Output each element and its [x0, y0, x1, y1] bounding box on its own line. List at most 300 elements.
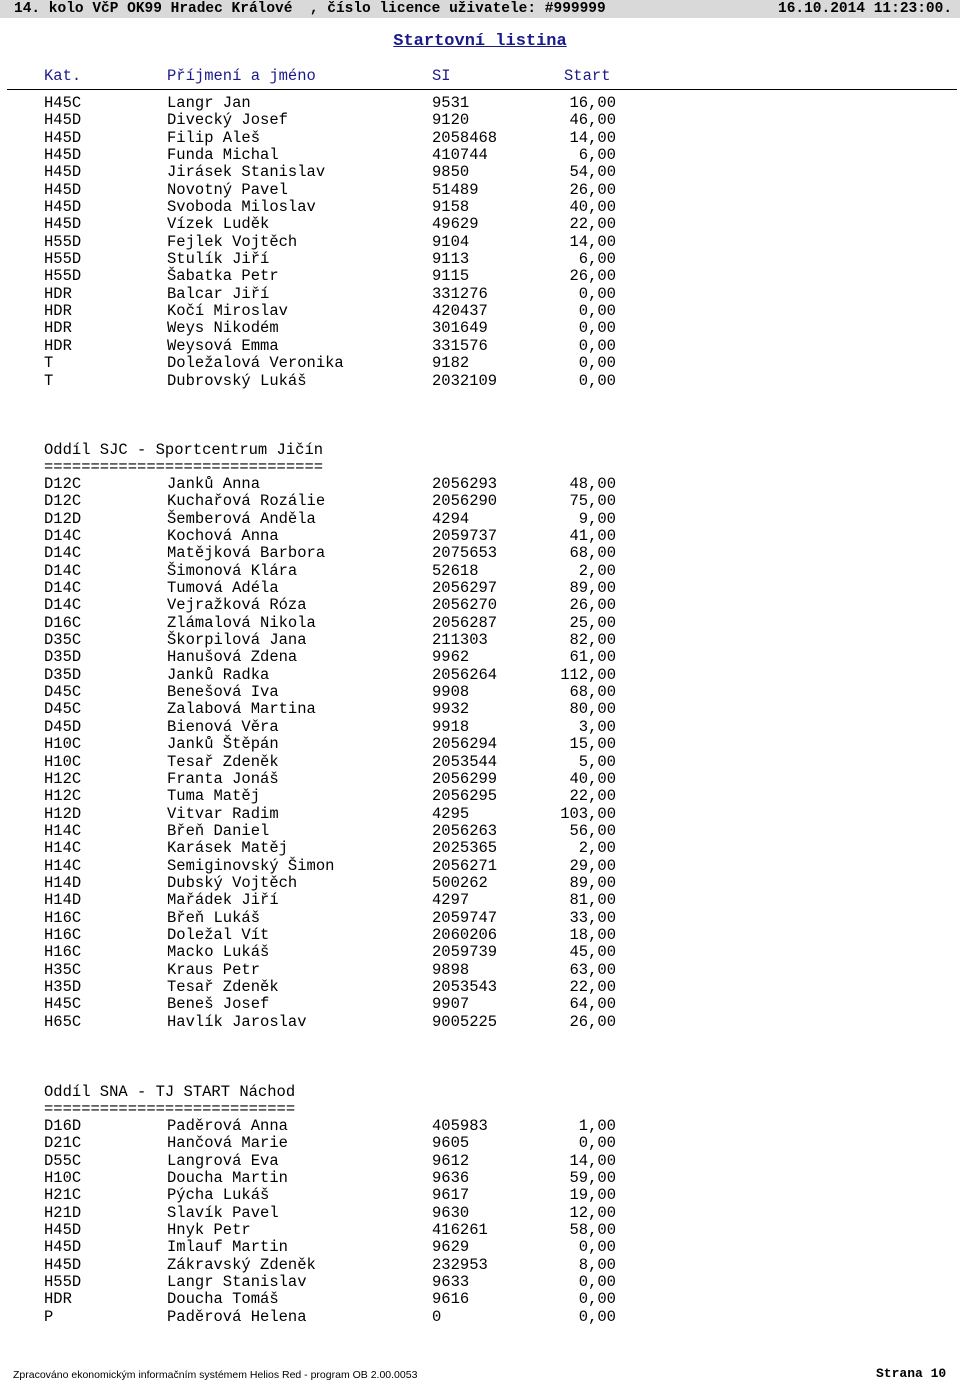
- name-cell: Tuma Matěj: [167, 787, 261, 806]
- name-cell: Doležalová Veronika: [167, 354, 344, 373]
- category-cell: H10C: [44, 735, 82, 754]
- si-cell: 232953: [432, 1255, 488, 1274]
- table-row: [0, 1153, 960, 1170]
- si-cell: 2058468: [432, 128, 498, 147]
- start-cell: 112,00: [560, 665, 616, 684]
- name-cell: Divecký Josef: [167, 111, 288, 130]
- column-headers: [0, 66, 960, 86]
- table-row: [0, 649, 960, 666]
- table-row: [0, 1205, 960, 1222]
- start-cell: 40,00: [569, 769, 616, 788]
- si-cell: 2056299: [432, 769, 498, 788]
- table-row: [0, 771, 960, 788]
- category-cell: H21D: [44, 1203, 82, 1222]
- si-cell: 9898: [432, 960, 470, 979]
- header-datetime: 16.10.2014 11:23:00.: [778, 1, 953, 17]
- si-cell: 2075653: [432, 544, 498, 563]
- start-cell: 41,00: [569, 527, 616, 546]
- start-cell: 68,00: [569, 544, 616, 563]
- si-cell: 2053543: [432, 977, 498, 996]
- category-cell: H45D: [44, 128, 82, 147]
- name-cell: Langr Jan: [167, 94, 251, 112]
- section-title-sna: Oddíl SNA - TJ START Náchod: [44, 1083, 296, 1101]
- table-row: [0, 476, 960, 493]
- category-cell: D35C: [44, 631, 82, 650]
- si-cell: 331576: [432, 336, 488, 355]
- start-cell: 0,00: [578, 354, 616, 373]
- table-row: [0, 199, 960, 216]
- si-cell: 9918: [432, 717, 470, 736]
- category-cell: H12D: [44, 804, 82, 823]
- si-cell: 9104: [432, 232, 470, 251]
- name-cell: Paděrová Anna: [167, 1117, 288, 1135]
- name-cell: Zalabová Martina: [167, 700, 316, 719]
- start-cell: 89,00: [569, 873, 616, 892]
- si-cell: 211303: [432, 631, 488, 650]
- si-cell: 9158: [432, 198, 470, 217]
- table-row: [0, 1187, 960, 1204]
- start-cell: 89,00: [569, 579, 616, 598]
- table-row: [0, 719, 960, 736]
- start-cell: 0,00: [578, 336, 616, 355]
- category-cell: H45D: [44, 146, 82, 165]
- table-row: [0, 667, 960, 684]
- name-cell: Karásek Matěj: [167, 839, 288, 858]
- table-row: [0, 268, 960, 285]
- start-cell: 82,00: [569, 631, 616, 650]
- category-cell: H45D: [44, 111, 82, 130]
- si-cell: 2056271: [432, 856, 498, 875]
- si-cell: 9629: [432, 1238, 470, 1257]
- table-row: [0, 597, 960, 614]
- start-cell: 0,00: [578, 1307, 616, 1326]
- si-cell: 301649: [432, 319, 488, 338]
- name-cell: Doležal Vít: [167, 925, 270, 944]
- category-cell: H14D: [44, 873, 82, 892]
- si-cell: 52618: [432, 561, 479, 580]
- table-row: [0, 1135, 960, 1152]
- name-cell: Fejlek Vojtěch: [167, 232, 298, 251]
- category-cell: D45C: [44, 700, 82, 719]
- table-row: [0, 996, 960, 1013]
- page-number: Strana 10: [876, 1366, 947, 1381]
- category-cell: H12C: [44, 769, 82, 788]
- start-cell: 14,00: [569, 128, 616, 147]
- start-cell: 0,00: [578, 1290, 616, 1309]
- category-cell: H45D: [44, 1238, 82, 1257]
- start-cell: 80,00: [569, 700, 616, 719]
- table-row: [0, 493, 960, 510]
- table-row: [0, 182, 960, 199]
- si-cell: 2059737: [432, 527, 498, 546]
- name-cell: Bienová Věra: [167, 717, 279, 736]
- table-row: [0, 823, 960, 840]
- start-cell: 26,00: [569, 1012, 616, 1031]
- category-cell: D21C: [44, 1134, 82, 1153]
- category-cell: H45D: [44, 215, 82, 234]
- si-cell: 9636: [432, 1169, 470, 1188]
- name-cell: Vejražková Róza: [167, 596, 307, 615]
- start-cell: 26,00: [569, 180, 616, 199]
- table-row: [0, 1257, 960, 1274]
- category-cell: HDR: [44, 336, 72, 355]
- name-cell: Balcar Jiří: [167, 284, 270, 303]
- category-cell: T: [44, 354, 54, 373]
- table-row: [0, 164, 960, 181]
- name-cell: Janků Štěpán: [167, 735, 279, 754]
- si-cell: 405983: [432, 1117, 488, 1135]
- category-cell: D16C: [44, 613, 82, 632]
- start-cell: 14,00: [569, 1151, 616, 1170]
- table-row: [0, 875, 960, 892]
- category-cell: P: [44, 1307, 54, 1326]
- si-cell: 410744: [432, 146, 488, 165]
- table-row: [0, 979, 960, 996]
- table-row: [0, 338, 960, 355]
- category-cell: D12C: [44, 475, 82, 493]
- si-cell: 9617: [432, 1186, 470, 1205]
- start-cell: 46,00: [569, 111, 616, 130]
- start-cell: 48,00: [569, 475, 616, 493]
- si-cell: 2056263: [432, 821, 498, 840]
- category-cell: H45D: [44, 1221, 82, 1240]
- table-row: [0, 754, 960, 771]
- table-row: [0, 736, 960, 753]
- table-row: [0, 788, 960, 805]
- si-cell: 9616: [432, 1290, 470, 1309]
- start-cell: 22,00: [569, 977, 616, 996]
- table-row: [0, 1014, 960, 1031]
- name-cell: Kochová Anna: [167, 527, 279, 546]
- si-cell: 9120: [432, 111, 470, 130]
- table-row: [0, 511, 960, 528]
- category-cell: D14C: [44, 561, 82, 580]
- name-cell: Břeň Daniel: [167, 821, 270, 840]
- table-row: [0, 632, 960, 649]
- table-row: [0, 130, 960, 147]
- name-cell: Kuchařová Rozálie: [167, 492, 326, 511]
- category-cell: HDR: [44, 302, 72, 321]
- name-cell: Franta Jonáš: [167, 769, 279, 788]
- start-cell: 58,00: [569, 1221, 616, 1240]
- category-cell: H45D: [44, 180, 82, 199]
- table-row: [0, 1118, 960, 1135]
- footer-system-note: Zpracováno ekonomickým informačním systémem Helios Red - program OB 2.00.0053: [13, 1369, 418, 1381]
- start-cell: 15,00: [569, 735, 616, 754]
- section-title-sjc: Oddíl SJC - Sportcentrum Jičín: [44, 441, 324, 459]
- category-cell: H35C: [44, 960, 82, 979]
- table-row: [0, 1309, 960, 1326]
- si-cell: 9605: [432, 1134, 470, 1153]
- si-cell: 2056290: [432, 492, 498, 511]
- table-row: [0, 563, 960, 580]
- category-cell: H65C: [44, 1012, 82, 1031]
- category-cell: H55D: [44, 232, 82, 251]
- start-cell: 75,00: [569, 492, 616, 511]
- column-header-name: Příjmení a jméno: [167, 67, 316, 85]
- category-cell: D14C: [44, 579, 82, 598]
- name-cell: Janků Radka: [167, 665, 270, 684]
- category-cell: D12D: [44, 509, 82, 528]
- si-cell: 9612: [432, 1151, 470, 1170]
- si-cell: 9113: [432, 250, 470, 269]
- category-cell: D55C: [44, 1151, 82, 1170]
- name-cell: Matějková Barbora: [167, 544, 326, 563]
- si-cell: 9633: [432, 1273, 470, 1292]
- category-cell: H14C: [44, 839, 82, 858]
- si-cell: 51489: [432, 180, 479, 199]
- category-cell: HDR: [44, 319, 72, 338]
- name-cell: Slavík Pavel: [167, 1203, 279, 1222]
- name-cell: Beneš Josef: [167, 995, 270, 1014]
- name-cell: Dubrovský Lukáš: [167, 371, 307, 390]
- category-cell: H45C: [44, 94, 82, 112]
- table-row: [0, 580, 960, 597]
- start-cell: 0,00: [578, 1273, 616, 1292]
- si-cell: 4295: [432, 804, 470, 823]
- name-cell: Janků Anna: [167, 475, 261, 493]
- si-cell: 4294: [432, 509, 470, 528]
- table-row: [0, 1291, 960, 1308]
- name-cell: Tumová Adéla: [167, 579, 279, 598]
- table-row: [0, 927, 960, 944]
- name-cell: Tesař Zdeněk: [167, 977, 279, 996]
- header-event-info: 14. kolo VčP OK99 Hradec Králové , číslo licence uživatele: #999999: [14, 1, 606, 17]
- name-cell: Paděrová Helena: [167, 1307, 307, 1326]
- category-cell: H45D: [44, 163, 82, 182]
- name-cell: Břeň Lukáš: [167, 908, 261, 927]
- si-cell: 2056297: [432, 579, 498, 598]
- name-cell: Kočí Miroslav: [167, 302, 288, 321]
- start-cell: 18,00: [569, 925, 616, 944]
- start-cell: 25,00: [569, 613, 616, 632]
- start-cell: 40,00: [569, 198, 616, 217]
- table-row: [0, 251, 960, 268]
- name-cell: Semiginovský Šimon: [167, 856, 335, 875]
- page-title: Startovní listina: [393, 32, 567, 51]
- table-row: [0, 373, 960, 390]
- table-row: [0, 684, 960, 701]
- start-cell: 0,00: [578, 1134, 616, 1153]
- table-row: [0, 320, 960, 337]
- start-cell: 16,00: [569, 94, 616, 112]
- si-cell: 2032109: [432, 371, 498, 390]
- table-row: [0, 615, 960, 632]
- name-cell: Šimonová Klára: [167, 561, 298, 580]
- start-cell: 14,00: [569, 232, 616, 251]
- name-cell: Langr Stanislav: [167, 1273, 307, 1292]
- start-cell: 2,00: [578, 561, 616, 580]
- start-cell: 1,00: [578, 1117, 616, 1135]
- name-cell: Škorpilová Jana: [167, 631, 307, 650]
- start-cell: 0,00: [578, 302, 616, 321]
- section-underline: ===========================: [44, 1100, 296, 1118]
- name-cell: Kraus Petr: [167, 960, 261, 979]
- table-row: [0, 216, 960, 233]
- si-cell: 416261: [432, 1221, 488, 1240]
- si-cell: 9005225: [432, 1012, 498, 1031]
- table-row: [0, 892, 960, 909]
- category-cell: H10C: [44, 752, 82, 771]
- name-cell: Imlauf Martin: [167, 1238, 288, 1257]
- si-cell: 9932: [432, 700, 470, 719]
- category-cell: H45D: [44, 1255, 82, 1274]
- start-cell: 54,00: [569, 163, 616, 182]
- table-row: [0, 910, 960, 927]
- si-cell: 2025365: [432, 839, 498, 858]
- category-cell: H14C: [44, 821, 82, 840]
- name-cell: Weys Nikodém: [167, 319, 279, 338]
- category-cell: HDR: [44, 1290, 72, 1309]
- start-cell: 2,00: [578, 839, 616, 858]
- category-cell: D35D: [44, 648, 82, 667]
- section-underline: ==============================: [44, 458, 324, 476]
- column-header-si: SI: [432, 67, 451, 85]
- start-cell: 5,00: [578, 752, 616, 771]
- name-cell: Šemberová Anděla: [167, 509, 316, 528]
- name-cell: Tesař Zdeněk: [167, 752, 279, 771]
- start-cell: 56,00: [569, 821, 616, 840]
- start-cell: 6,00: [578, 250, 616, 269]
- start-cell: 59,00: [569, 1169, 616, 1188]
- category-cell: H16C: [44, 943, 82, 962]
- name-cell: Doucha Martin: [167, 1169, 288, 1188]
- table-row: [0, 1274, 960, 1291]
- start-cell: 45,00: [569, 943, 616, 962]
- table-row: [0, 545, 960, 562]
- name-cell: Stulík Jiří: [167, 250, 270, 269]
- si-cell: 2056287: [432, 613, 498, 632]
- name-cell: Vízek Luděk: [167, 215, 270, 234]
- category-cell: D35D: [44, 665, 82, 684]
- table-row: [0, 234, 960, 251]
- table-row: [0, 1170, 960, 1187]
- table-row: [0, 840, 960, 857]
- si-cell: 2056264: [432, 665, 498, 684]
- category-cell: H21C: [44, 1186, 82, 1205]
- si-cell: 0: [432, 1307, 442, 1326]
- start-cell: 12,00: [569, 1203, 616, 1222]
- si-cell: 9182: [432, 354, 470, 373]
- name-cell: Doucha Tomáš: [167, 1290, 279, 1309]
- si-cell: 2059747: [432, 908, 498, 927]
- name-cell: Hnyk Petr: [167, 1221, 251, 1240]
- table-row: [0, 701, 960, 718]
- si-cell: 9630: [432, 1203, 470, 1222]
- table-row: [0, 1222, 960, 1239]
- start-cell: 29,00: [569, 856, 616, 875]
- name-cell: Zlámalová Nikola: [167, 613, 316, 632]
- si-cell: 2056294: [432, 735, 498, 754]
- start-cell: 8,00: [578, 1255, 616, 1274]
- header-divider: [7, 89, 957, 90]
- start-cell: 63,00: [569, 960, 616, 979]
- category-cell: D16D: [44, 1117, 82, 1135]
- name-cell: Mařádek Jiří: [167, 891, 279, 910]
- si-cell: 420437: [432, 302, 488, 321]
- start-cell: 26,00: [569, 267, 616, 286]
- section-rows-sjc: [0, 476, 960, 1031]
- category-cell: D14C: [44, 596, 82, 615]
- si-cell: 49629: [432, 215, 479, 234]
- si-cell: 9962: [432, 648, 470, 667]
- start-cell: 64,00: [569, 995, 616, 1014]
- category-cell: D14C: [44, 544, 82, 563]
- start-cell: 0,00: [578, 284, 616, 303]
- category-cell: H55D: [44, 267, 82, 286]
- start-cell: 3,00: [578, 717, 616, 736]
- start-cell: 0,00: [578, 371, 616, 390]
- table-row: [0, 95, 960, 112]
- category-cell: H16C: [44, 908, 82, 927]
- start-cell: 19,00: [569, 1186, 616, 1205]
- name-cell: Šabatka Petr: [167, 267, 279, 286]
- si-cell: 2060206: [432, 925, 498, 944]
- si-cell: 9907: [432, 995, 470, 1014]
- name-cell: Benešová Iva: [167, 683, 279, 702]
- name-cell: Macko Lukáš: [167, 943, 270, 962]
- category-cell: H45D: [44, 198, 82, 217]
- start-cell: 6,00: [578, 146, 616, 165]
- name-cell: Jirásek Stanislav: [167, 163, 326, 182]
- table-row: [0, 303, 960, 320]
- category-cell: D45C: [44, 683, 82, 702]
- name-cell: Hanušová Zdena: [167, 648, 298, 667]
- name-cell: Filip Aleš: [167, 128, 261, 147]
- table-row: [0, 355, 960, 372]
- category-cell: H55D: [44, 250, 82, 269]
- si-cell: 2059739: [432, 943, 498, 962]
- start-cell: 0,00: [578, 1238, 616, 1257]
- column-header-category: Kat.: [44, 67, 82, 85]
- name-cell: Langrová Eva: [167, 1151, 279, 1170]
- category-cell: D45D: [44, 717, 82, 736]
- name-cell: Svoboda Miloslav: [167, 198, 316, 217]
- start-cell: 0,00: [578, 319, 616, 338]
- section-rows-sna: [0, 1118, 960, 1326]
- category-cell: D12C: [44, 492, 82, 511]
- name-cell: Novotný Pavel: [167, 180, 288, 199]
- si-cell: 9908: [432, 683, 470, 702]
- name-cell: Hančová Marie: [167, 1134, 288, 1153]
- category-cell: H55D: [44, 1273, 82, 1292]
- start-cell: 61,00: [569, 648, 616, 667]
- name-cell: Havlík Jaroslav: [167, 1012, 307, 1031]
- category-cell: H10C: [44, 1169, 82, 1188]
- start-cell: 9,00: [578, 509, 616, 528]
- report-header: [0, 0, 960, 18]
- name-cell: Weysová Emma: [167, 336, 279, 355]
- start-cell: 33,00: [569, 908, 616, 927]
- start-cell: 22,00: [569, 787, 616, 806]
- table-row: [0, 528, 960, 545]
- start-cell: 22,00: [569, 215, 616, 234]
- category-cell: T: [44, 371, 54, 390]
- name-cell: Zákravský Zdeněk: [167, 1255, 316, 1274]
- si-cell: 9850: [432, 163, 470, 182]
- table-row: [0, 944, 960, 961]
- si-cell: 9115: [432, 267, 470, 286]
- category-cell: H14C: [44, 856, 82, 875]
- category-cell: H45C: [44, 995, 82, 1014]
- si-cell: 2056295: [432, 787, 498, 806]
- column-header-start: Start: [564, 67, 611, 85]
- section-rows: [0, 95, 960, 390]
- si-cell: 2056270: [432, 596, 498, 615]
- table-row: [0, 1239, 960, 1256]
- category-cell: HDR: [44, 284, 72, 303]
- category-cell: D14C: [44, 527, 82, 546]
